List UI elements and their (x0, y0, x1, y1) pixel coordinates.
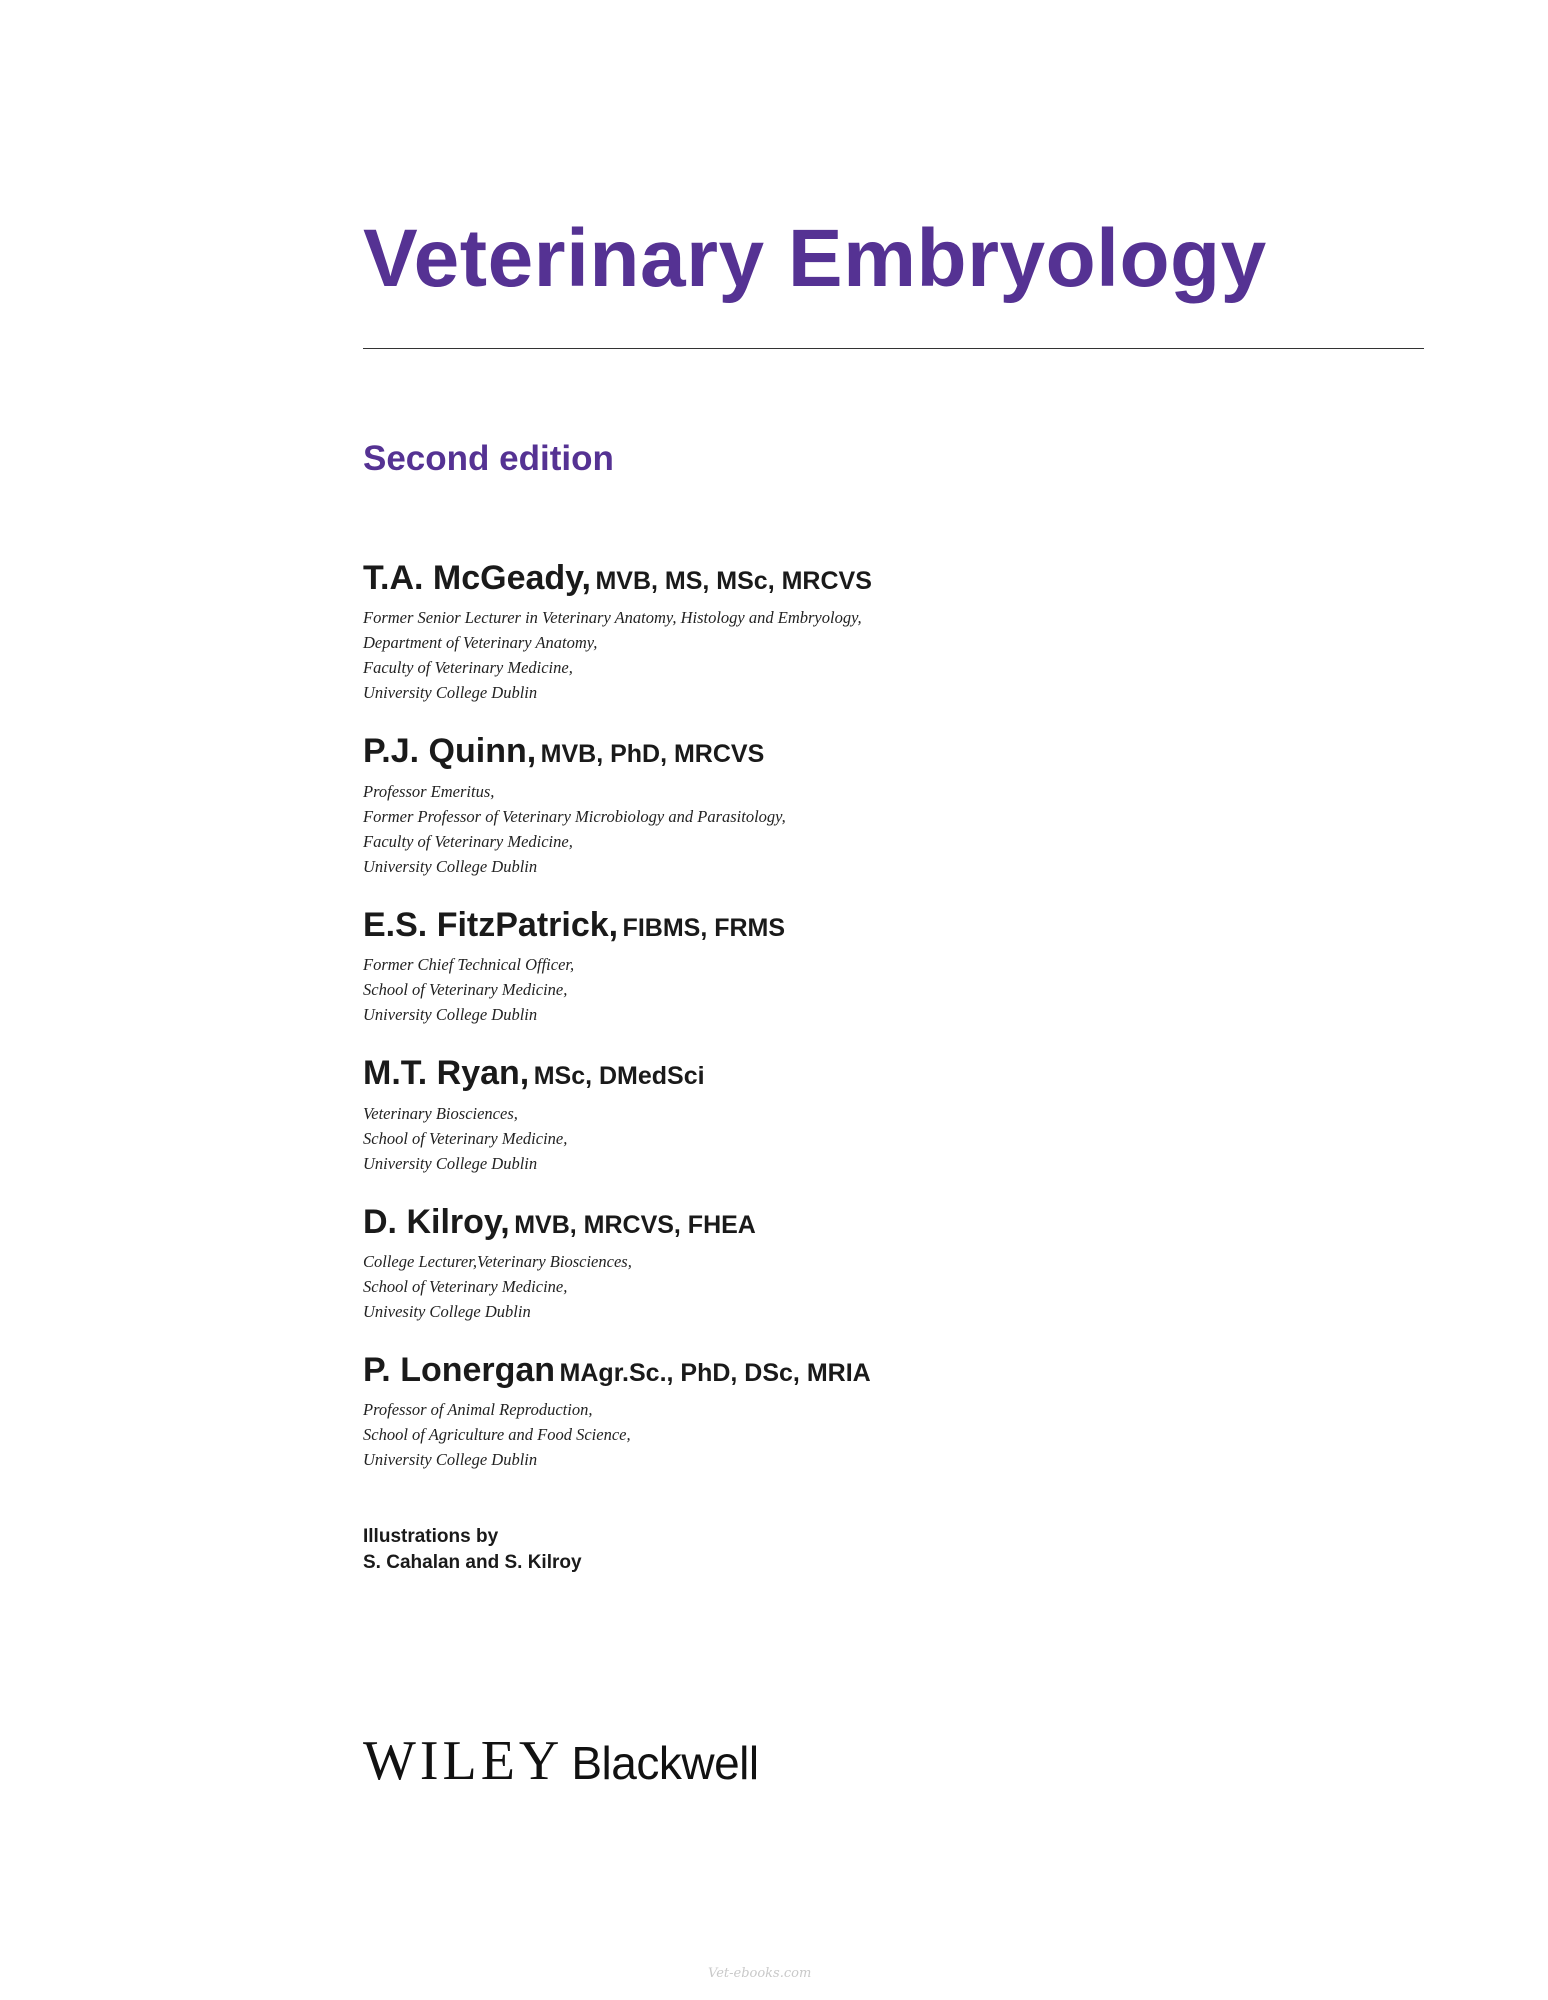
author-affiliation-line: Univesity College Dublin (363, 1301, 531, 1321)
author-name: P. Lonergan (363, 1350, 556, 1389)
author-affiliation-line: University College Dublin (363, 856, 538, 876)
author-affiliation-line: University College Dublin (363, 1450, 538, 1470)
author-affiliation-line: Professor of Animal Reproduction, (363, 1400, 593, 1420)
author-affiliation-line: Veterinary Biosciences, (363, 1103, 518, 1123)
title-divider (363, 348, 1424, 349)
author-affiliation-line: Department of Veterinary Anatomy, (363, 633, 598, 653)
author-affiliation-line: School of Agriculture and Food Science, (363, 1425, 631, 1445)
author-affiliation-line: Faculty of Veterinary Medicine, (363, 831, 573, 851)
author-entry (363, 907, 1263, 1027)
author-affiliation-line: Former Senior Lecturer in Veterinary Anatomy, Histology and Embryology, (363, 608, 862, 628)
author-affiliation-line: School of Veterinary Medicine, (363, 980, 568, 1000)
author-qualifications: MVB, MRCVS, FHEA (514, 1210, 756, 1239)
author-name: T.A. McGeady, (363, 559, 591, 597)
publisher-blackwell: Blackwell (571, 1737, 759, 1789)
illustrators: S. Cahalan and S. Kilroy (363, 1552, 582, 1573)
illustrations-heading: Illustrations by (363, 1526, 499, 1547)
author-qualifications: MAgr.Sc., PhD, DSc, MRIA (559, 1358, 871, 1387)
author-affiliation-line: Professor Emeritus, (363, 781, 495, 801)
author-qualifications: MVB, MS, MSc, MRCVS (595, 567, 872, 595)
author-entry (363, 1204, 1263, 1324)
author-name: D. Kilroy, (363, 1202, 510, 1241)
author-entry (363, 1055, 1263, 1175)
author-affiliation-line: College Lecturer,Veterinary Biosciences, (363, 1251, 632, 1271)
author-name: M.T. Ryan, (363, 1054, 530, 1093)
illustrations-credit (363, 1524, 582, 1576)
author-affiliation-line: University College Dublin (363, 683, 538, 703)
watermark: Vet-ebooks.com (708, 1966, 812, 1981)
publisher-wiley: WILEY (363, 1730, 564, 1792)
edition-label: Second edition (363, 439, 614, 478)
author-entry (363, 733, 1263, 878)
book-title: Veterinary Embryology (363, 213, 1267, 304)
author-affiliation-line: University College Dublin (363, 1153, 538, 1173)
author-affiliation-line: Former Professor of Veterinary Microbiology and Parasitology, (363, 806, 786, 826)
author-affiliation-line: School of Veterinary Medicine, (363, 1276, 568, 1296)
publisher-logo (363, 1730, 759, 1792)
author-qualifications: MVB, PhD, MRCVS (540, 740, 765, 769)
author-affiliation-line: Faculty of Veterinary Medicine, (363, 658, 573, 678)
author-affiliation-line: Former Chief Technical Officer, (363, 955, 575, 975)
author-name: E.S. FitzPatrick, (363, 905, 619, 944)
author-qualifications: MSc, DMedSci (533, 1062, 705, 1091)
author-affiliation-line: School of Veterinary Medicine, (363, 1128, 568, 1148)
author-entry (363, 1352, 1263, 1472)
author-list (363, 560, 1263, 1500)
author-affiliation-line: University College Dublin (363, 1005, 538, 1025)
author-name: P.J. Quinn, (363, 732, 537, 771)
author-entry (363, 560, 1263, 705)
author-qualifications: FIBMS, FRMS (622, 913, 786, 942)
